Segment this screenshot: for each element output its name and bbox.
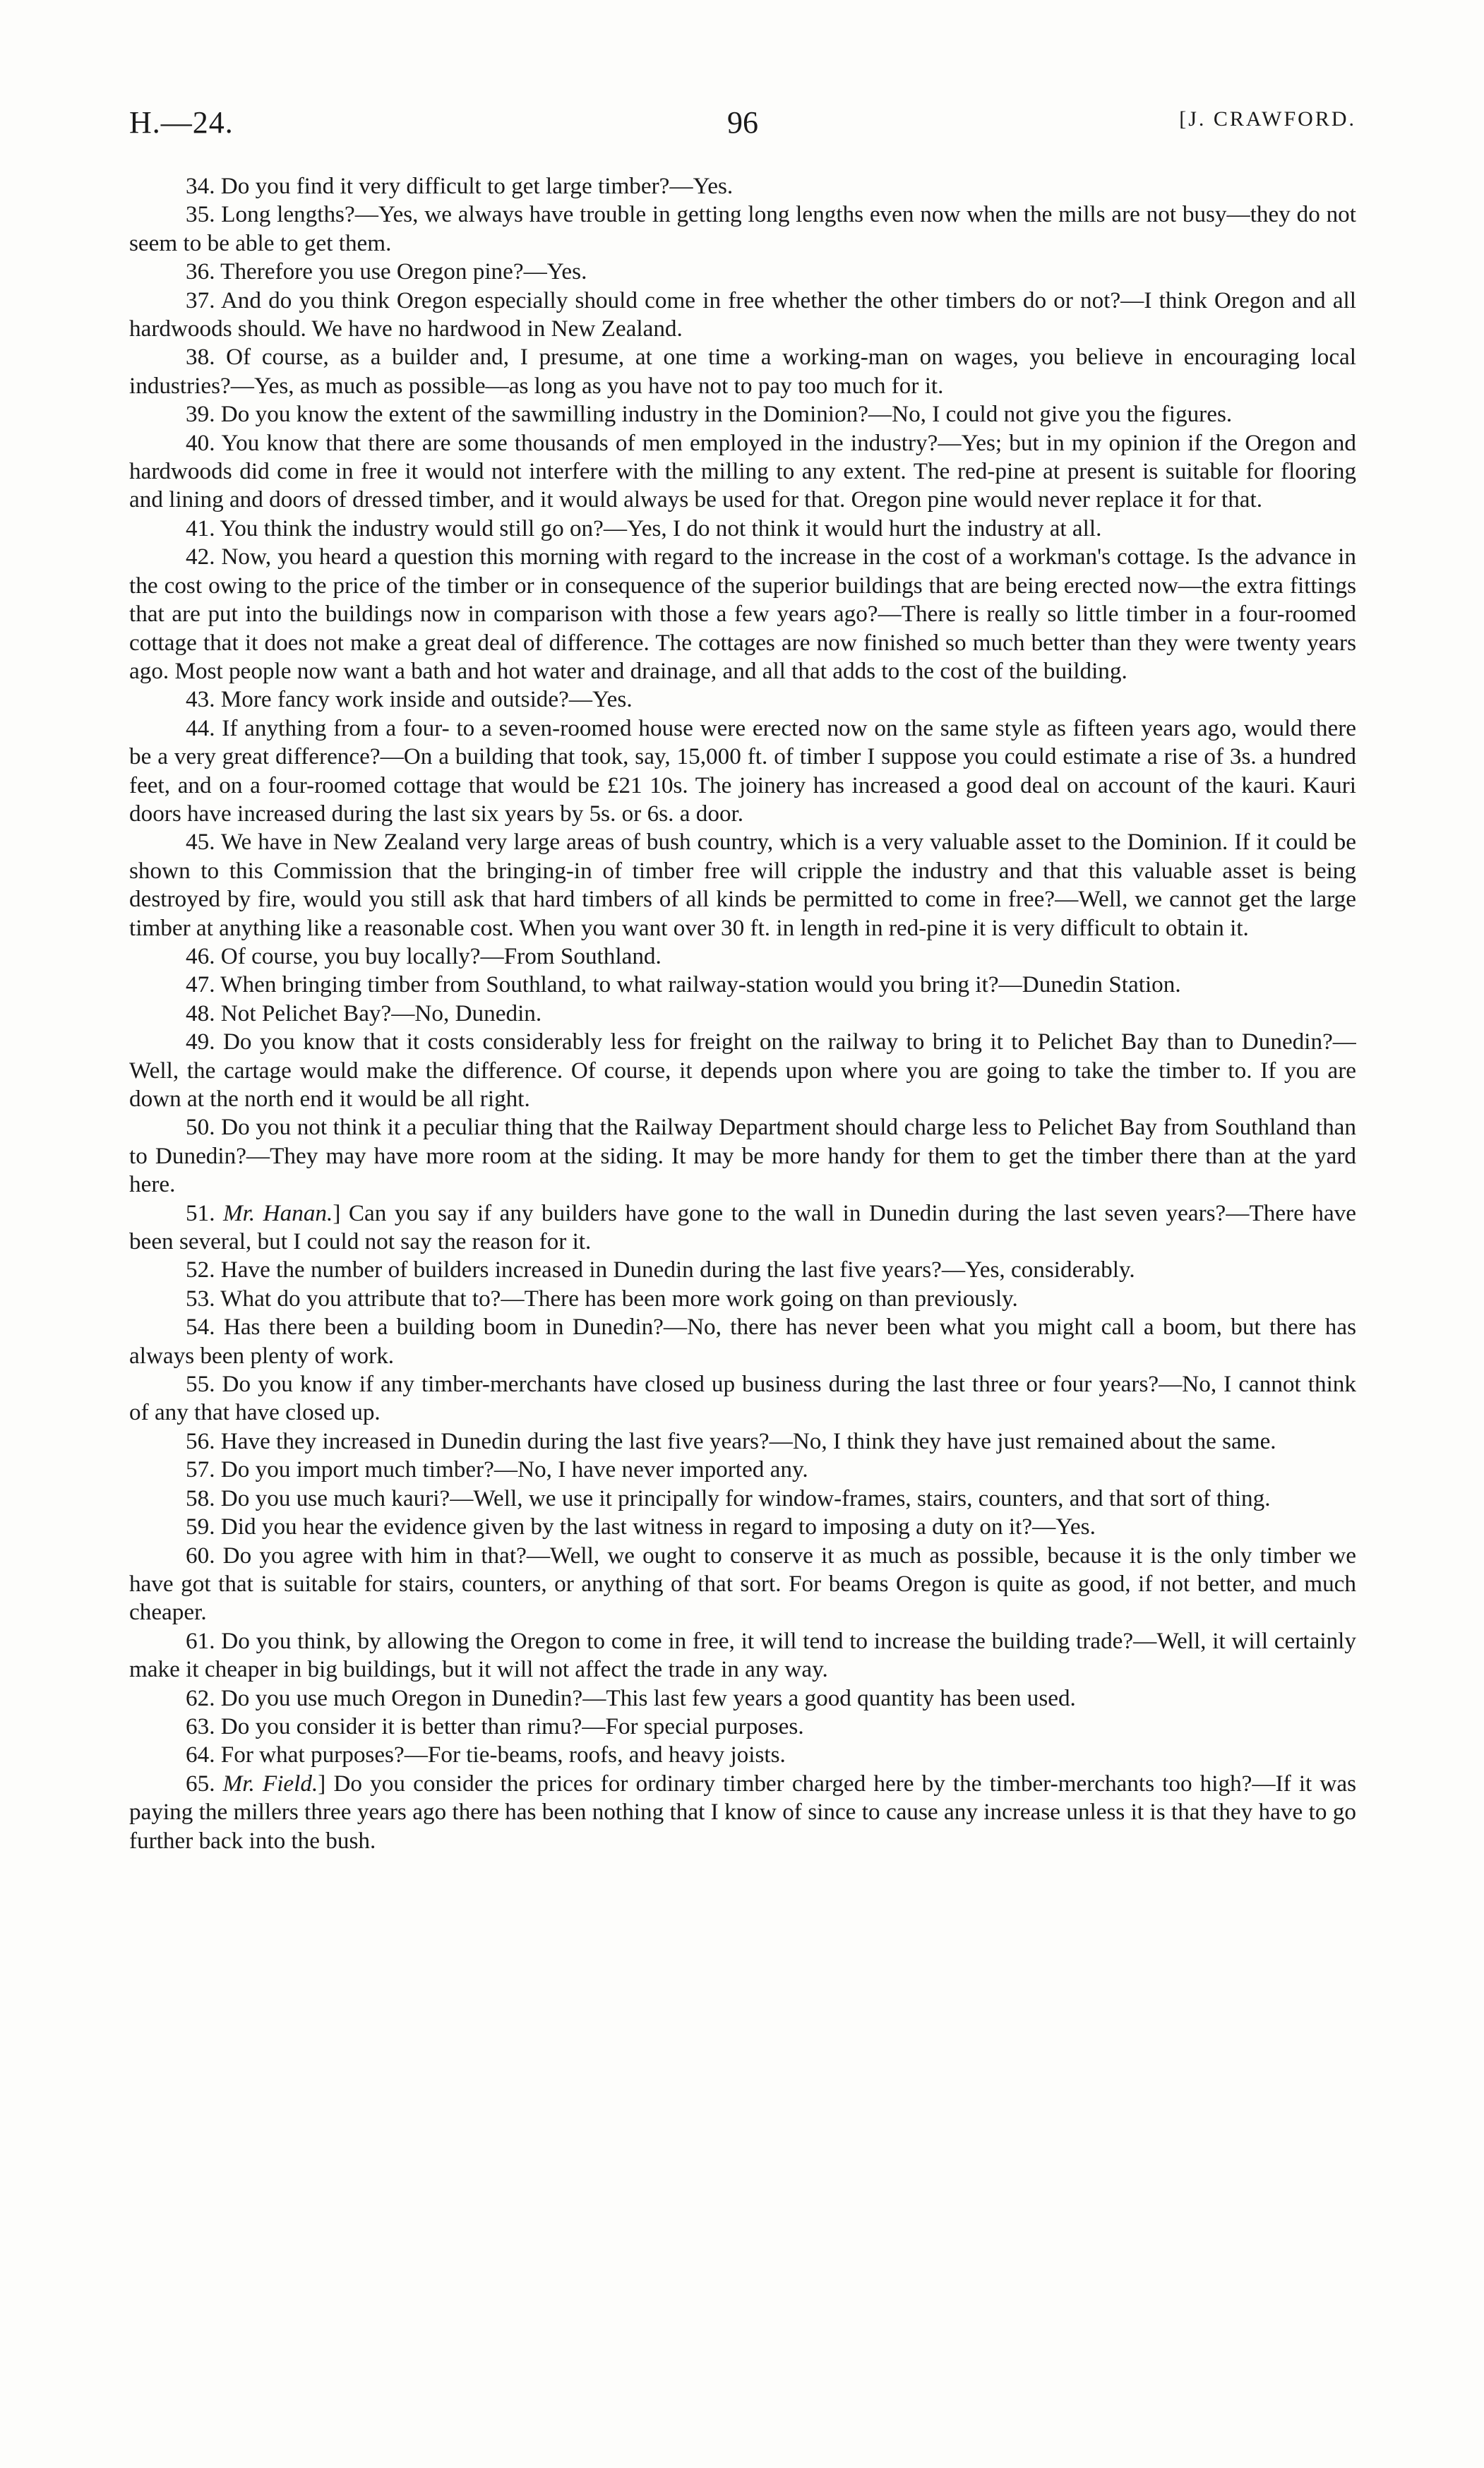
qa-paragraph: 53. What do you attribute that to?—There has been more work going on than previously. [186, 1285, 1018, 1312]
page-number: 96 [727, 105, 758, 140]
qa-paragraph: 59. Did you hear the evidence given by the last witness in regard to imposing a duty on it?—Yes. [186, 1514, 1096, 1540]
page-header [129, 104, 1356, 154]
qa-paragraph: 49. Do you know that it costs considerably less for freight on the railway to bring it to Pelichet Bay than to Dunedin?—Well, the cartage would make the difference. Of course, it depends upon where you are going to take the timber to. If you are down at the north end it would be all right. [129, 1029, 1356, 1112]
qa-paragraph: 61. Do you think, by allowing the Oregon to come in free, it will tend to increase the building trade?—Well, it will certainly make it cheaper in big buildings, but it will not affect the trade in any way. [129, 1627, 1356, 1683]
qa-paragraph: 41. You think the industry would still go on?—Yes, I do not think it would hurt the industry at all. [186, 515, 1102, 541]
evidence-body [129, 172, 1356, 2389]
qa-paragraph: 36. Therefore you use Oregon pine?—Yes. [186, 258, 587, 285]
qa-paragraph: 43. More fancy work inside and outside?—Yes. [186, 686, 633, 713]
qa-paragraph: 48. Not Pelichet Bay?—No, Dunedin. [186, 1000, 542, 1026]
qa-paragraph: 50. Do you not think it a peculiar thing that the Railway Department should charge less to Pelichet Bay from Southland than to Dunedin?—They may have more room at the siding. It may be more handy for them to get the timber there than at the yard here. [129, 1114, 1356, 1198]
qa-paragraph: 44. If anything from a four- to a seven-roomed house were erected now on the same style as fifteen years ago, would there be a very great difference?—On a building that took, say, 15,000 ft. of timber I suppose you could estimate a rise of 3s. a hundred feet, and on a four-roomed cottage that would be £21 10s. The joinery has increased a good deal on account of the kauri. Kauri doors have increased during the last six years by 5s. or 6s. a door. [129, 714, 1356, 827]
speaker-name: Mr. Hanan. [222, 1199, 333, 1226]
document-reference: H.—24. [129, 105, 234, 140]
qa-paragraph: 45. We have in New Zealand very large areas of bush country, which is a very valuable asset to the Dominion. If it could be shown to this Commission that the bringing-in of timber free will cripple the industry and that this valuable asset is being destroyed by fire, would you still ask that hard timbers of all kinds be permitted to come in free?—Well, we cannot get the large timber at anything like a reasonable cost. When you want over 30 ft. in length in red-pine it is very difficult to obtain it. [129, 829, 1356, 941]
qa-paragraph: 60. Do you agree with him in that?—Well, we ought to conserve it as much as possible, because it is the only timber we have got that is suitable for stairs, counters, or anything of that sort. For beams Oregon is quite as good, if not better, and much cheaper. [129, 1542, 1356, 1626]
qa-paragraph: 62. Do you use much Oregon in Dunedin?—This last few years a good quantity has been used. [186, 1684, 1076, 1711]
qa-paragraph: 64. For what purposes?—For tie-beams, roofs, and heavy joists. [186, 1742, 786, 1768]
qa-paragraph: 51. Mr. Hanan.] Can you say if any builders have gone to the wall in Dunedin during the last seven years?—There have been several, but I could not say the reason for it. [129, 1199, 1356, 1255]
qa-paragraph: 55. Do you know if any timber-merchants have closed up business during the last three or four years?—No, I cannot think of any that have closed up. [129, 1371, 1356, 1426]
qa-paragraph: 54. Has there been a building boom in Dunedin?—No, there has never been what you might call a boom, but there has always been plenty of work. [129, 1314, 1356, 1369]
qa-paragraph: 40. You know that there are some thousands of men employed in the industry?—Yes; but in my opinion if the Oregon and hardwoods did come in free it would not interfere with the milling to any extent. The red-pine at present is suitable for flooring and lining and doors of dressed timber, and it would always be used for that. Oregon pine would never replace it for that. [129, 429, 1356, 513]
witness-name: [J. CRAWFORD. [1179, 107, 1356, 131]
qa-paragraph: 39. Do you know the extent of the sawmilling industry in the Dominion?—No, I could not give you the figures. [186, 401, 1233, 428]
qa-paragraph: 52. Have the number of builders increased in Dunedin during the last five years?—Yes, considerably. [186, 1257, 1135, 1283]
qa-paragraph: 47. When bringing timber from Southland, to what railway-station would you bring it?—Dunedin Station. [186, 971, 1181, 998]
qa-paragraph: 46. Of course, you buy locally?—From Southland. [186, 942, 662, 969]
qa-paragraph: 38. Of course, as a builder and, I presume, at one time a working-man on wages, you believe in encouraging local industries?—Yes, as much as possible—as long as you have not to pay too much for it. [129, 344, 1356, 399]
qa-paragraph: 34. Do you find it very difficult to get large timber?—Yes. [186, 173, 734, 199]
qa-paragraph: 42. Now, you heard a question this morning with regard to the increase in the cost of a workman's cottage. Is the advance in the cost owing to the price of the timber or in consequence of the superior buildings that are being erected now—the extra fittings that are put into the buildings now in comparison with those a few years ago?—There is really so little timber in a four-roomed cottage that it does not make a great deal of difference. The cottages are now finished so much better than they were twenty years ago. Most people now want a bath and hot water and drainage, and all that adds to the cost of the building. [129, 544, 1356, 684]
qa-paragraph: 56. Have they increased in Dunedin during the last five years?—No, I think they have just remained about the same. [186, 1427, 1276, 1454]
qa-paragraph: 63. Do you consider it is better than rimu?—For special purposes. [186, 1713, 804, 1739]
qa-paragraph: 65. Mr. Field.] Do you consider the prices for ordinary timber charged here by the timber-merchants too high?—If it was paying the millers three years ago there has been nothing that I know of since to cause any increase unless it is that they have to go further back into the bush. [129, 1770, 1356, 1854]
qa-paragraph: 57. Do you import much timber?—No, I have never imported any. [186, 1456, 808, 1483]
speaker-name: Mr. Field. [222, 1770, 318, 1797]
qa-paragraph: 35. Long lengths?—Yes, we always have trouble in getting long lengths even now when the mills are not busy—they do not seem to be able to get them. [129, 201, 1356, 256]
qa-paragraph: 37. And do you think Oregon especially should come in free whether the other timbers do or not?—I think Oregon and all hardwoods should. We have no hardwood in New Zealand. [129, 287, 1356, 342]
qa-paragraph: 58. Do you use much kauri?—Well, we use it principally for window-frames, stairs, counters, and that sort of thing. [186, 1485, 1271, 1511]
